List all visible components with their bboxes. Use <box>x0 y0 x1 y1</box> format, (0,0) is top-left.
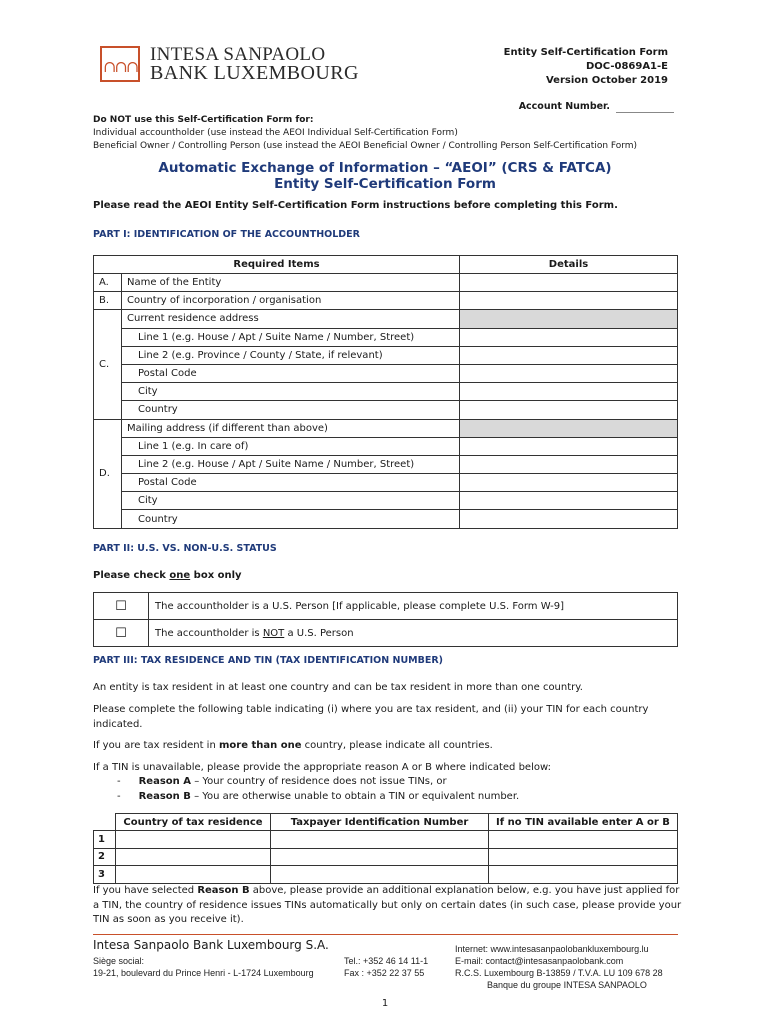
row-item: Name of the Entity <box>122 274 460 292</box>
row-label: C. <box>94 310 122 419</box>
us-person-checkbox[interactable]: ☐ <box>94 593 149 620</box>
part3-heading: PART III: TAX RESIDENCE AND TIN (TAX IDENTIFICATION NUMBER) <box>93 655 444 666</box>
row-item: Current residence address <box>122 310 460 328</box>
tin-field-2[interactable] <box>271 848 489 866</box>
reason-b-label: Reason B <box>138 791 191 802</box>
row-number: 2 <box>94 848 116 866</box>
logo-line1: INTESA SANPAOLO <box>150 44 326 65</box>
status-table <box>93 592 678 647</box>
read-notice: Please read the AEOI Entity Self-Certification Form instructions before completing this Form. <box>93 200 618 211</box>
footer-contact-block <box>455 943 663 991</box>
tin-field-1[interactable] <box>271 831 489 849</box>
footer-address-block <box>93 955 314 979</box>
table-row <box>94 328 678 346</box>
page-title <box>0 160 770 192</box>
col-reason: If no TIN available enter A or B <box>489 814 678 831</box>
title-line1: Automatic Exchange of Information – “AEOI” (CRS & FATCA) <box>158 160 612 176</box>
col-tin: Taxpayer Identification Number <box>271 814 489 831</box>
residence-postal-field[interactable] <box>460 364 678 382</box>
row-label: D. <box>94 419 122 528</box>
us-person-label: The accountholder is a U.S. Person [If applicable, please complete U.S. Form W-9] <box>149 593 678 620</box>
part2-heading: PART II: U.S. VS. NON-U.S. STATUS <box>93 543 277 554</box>
footer-tel: Tel.: +352 46 14 11-1 <box>344 956 429 966</box>
check-pre: Please check <box>93 570 170 581</box>
logo-line2: BANK LUXEMBOURG <box>150 62 359 84</box>
check-one: one <box>169 570 191 581</box>
footer-divider <box>93 934 678 935</box>
account-number-label: Account Number. <box>518 101 610 112</box>
country-field-2[interactable] <box>116 848 271 866</box>
table-row <box>94 401 678 419</box>
row-item: Country <box>122 510 460 528</box>
p5 <box>93 884 683 928</box>
p3-pre: If you are tax resident in <box>93 740 219 751</box>
row-item: City <box>122 383 460 401</box>
footer-address: 19-21, boulevard du Prince Henri - L-1724 Luxembourg <box>93 968 314 978</box>
reason-b <box>117 790 707 805</box>
p5-bold: Reason B <box>197 885 250 896</box>
row-label: B. <box>94 292 122 310</box>
doc-header <box>504 46 668 88</box>
table-row <box>94 474 678 492</box>
table-row <box>94 274 678 292</box>
version: Version October 2019 <box>545 75 668 86</box>
opt2-not: NOT <box>262 627 285 639</box>
residence-country-field[interactable] <box>460 401 678 419</box>
check-instruction <box>93 570 242 581</box>
residence-line2-field[interactable] <box>460 346 678 364</box>
row-item: Line 1 (e.g. House / Apt / Suite Name / Number, Street) <box>122 328 460 346</box>
row-item: Line 1 (e.g. In care of) <box>122 437 460 455</box>
col-required-items: Required Items <box>94 256 460 274</box>
row-item: Line 2 (e.g. House / Apt / Suite Name / Number, Street) <box>122 455 460 473</box>
country-incorporation-field[interactable] <box>460 292 678 310</box>
form-title: Entity Self-Certification Form <box>503 47 668 58</box>
title-line2: Entity Self-Certification Form <box>274 176 496 192</box>
footer-internet: Internet: www.intesasanpaolobankluxembourg.lu <box>455 944 649 954</box>
country-field-3[interactable] <box>116 866 271 884</box>
footer-company: Intesa Sanpaolo Bank Luxembourg S.A. <box>93 938 329 952</box>
col-country: Country of tax residence <box>116 814 271 831</box>
table-row <box>94 510 678 528</box>
col-details: Details <box>460 256 678 274</box>
reason-field-1[interactable] <box>489 831 678 849</box>
tax-residence-table <box>93 813 678 884</box>
p5-pre: If you have selected <box>93 885 198 896</box>
table-row <box>94 492 678 510</box>
table-row <box>94 346 678 364</box>
reason-a <box>117 775 707 790</box>
mailing-postal-field[interactable] <box>460 474 678 492</box>
not-use-line1: Individual accountholder (use instead the AEOI Individual Self-Certification Form) <box>93 128 458 138</box>
table-row <box>94 455 678 473</box>
shaded-cell <box>460 310 678 328</box>
residence-city-field[interactable] <box>460 383 678 401</box>
p4: If a TIN is unavailable, please provide the appropriate reason A or B where indicated below: <box>93 762 551 773</box>
identification-table <box>93 255 678 529</box>
row-label: A. <box>94 274 122 292</box>
check-post: box only <box>190 570 242 581</box>
footer-rcs: R.C.S. Luxembourg B-13859 / T.V.A. LU 109 678 28 <box>455 968 663 978</box>
row-number: 3 <box>94 866 116 884</box>
not-use-heading: Do NOT use this Self-Certification Form for: <box>93 115 314 125</box>
table-row <box>94 437 678 455</box>
p3 <box>93 739 683 754</box>
doc-code: DOC-0869A1-E <box>585 61 668 72</box>
table-row <box>94 419 678 437</box>
table-row <box>94 383 678 401</box>
table-row <box>94 831 678 849</box>
country-field-1[interactable] <box>116 831 271 849</box>
p1: An entity is tax resident in at least one country and can be tax resident in more than one country. <box>93 682 583 693</box>
corner-cell <box>94 814 116 831</box>
table-row <box>94 364 678 382</box>
table-row <box>94 292 678 310</box>
reason-b-text: – You are otherwise unable to obtain a TIN or equivalent number. <box>190 791 520 802</box>
row-item: Country of incorporation / organisation <box>122 292 460 310</box>
part1-heading: PART I: IDENTIFICATION OF THE ACCOUNTHOLDER <box>93 229 360 240</box>
table-row <box>94 310 678 328</box>
mailing-line1-field[interactable] <box>460 437 678 455</box>
shaded-cell <box>460 419 678 437</box>
not-use-line2: Beneficial Owner / Controlling Person (use instead the AEOI Beneficial Owner / Controlling Person Self-Certification Form) <box>93 141 638 151</box>
footer-phone-block <box>344 955 428 979</box>
tin-field-3[interactable] <box>271 866 489 884</box>
p2: Please complete the following table indicating (i) where you are tax resident, and (ii) your TIN for each country indicated. <box>93 704 649 730</box>
reason-field-2[interactable] <box>489 848 678 866</box>
account-number-field[interactable] <box>616 101 674 113</box>
opt2-pre: The accountholder is <box>155 627 263 639</box>
footer-email: E-mail: contact@intesasanpaolobank.com <box>455 956 624 966</box>
mailing-line2-field[interactable] <box>460 455 678 473</box>
footer-group: Banque du groupe INTESA SANPAOLO <box>487 980 647 990</box>
account-number <box>519 101 674 113</box>
p5-post: above, please provide an additional explanation below, e.g. you have just applied for a TIN, the country of residence issues TINs automatically but only on certain dates (in such case, please provide your TIN as soon as you receive it). <box>93 885 682 925</box>
entity-name-field[interactable] <box>460 274 678 292</box>
row-item: City <box>122 492 460 510</box>
reason-a-label: Reason A <box>138 776 192 787</box>
footer-siege: Siège social: <box>93 956 145 966</box>
row-item: Postal Code <box>122 364 460 382</box>
non-us-person-checkbox[interactable]: ☐ <box>94 620 149 647</box>
reason-a-text: – Your country of residence does not issue TINs, or <box>191 776 447 787</box>
non-us-person-label <box>149 620 678 647</box>
row-item: Line 2 (e.g. Province / County / State, if relevant) <box>122 346 460 364</box>
opt2-post: a U.S. Person <box>284 627 354 639</box>
row-item: Country <box>122 401 460 419</box>
reason-field-3[interactable] <box>489 866 678 884</box>
p3-bold: more than one <box>218 740 302 751</box>
row-item: Postal Code <box>122 474 460 492</box>
table-row <box>94 848 678 866</box>
residence-line1-field[interactable] <box>460 328 678 346</box>
mailing-country-field[interactable] <box>460 510 678 528</box>
logo-arches-icon: ∩∩∩ <box>103 57 138 76</box>
not-use-block <box>93 114 637 153</box>
page-number: 1 <box>381 998 389 1009</box>
mailing-city-field[interactable] <box>460 492 678 510</box>
p3-post: country, please indicate all countries. <box>301 740 493 751</box>
bullet-dash: - <box>117 776 121 787</box>
row-number: 1 <box>94 831 116 849</box>
footer-fax: Fax : +352 22 37 55 <box>344 968 425 978</box>
row-item: Mailing address (if different than above) <box>122 419 460 437</box>
bullet-dash: - <box>117 791 121 802</box>
table-row <box>94 866 678 884</box>
